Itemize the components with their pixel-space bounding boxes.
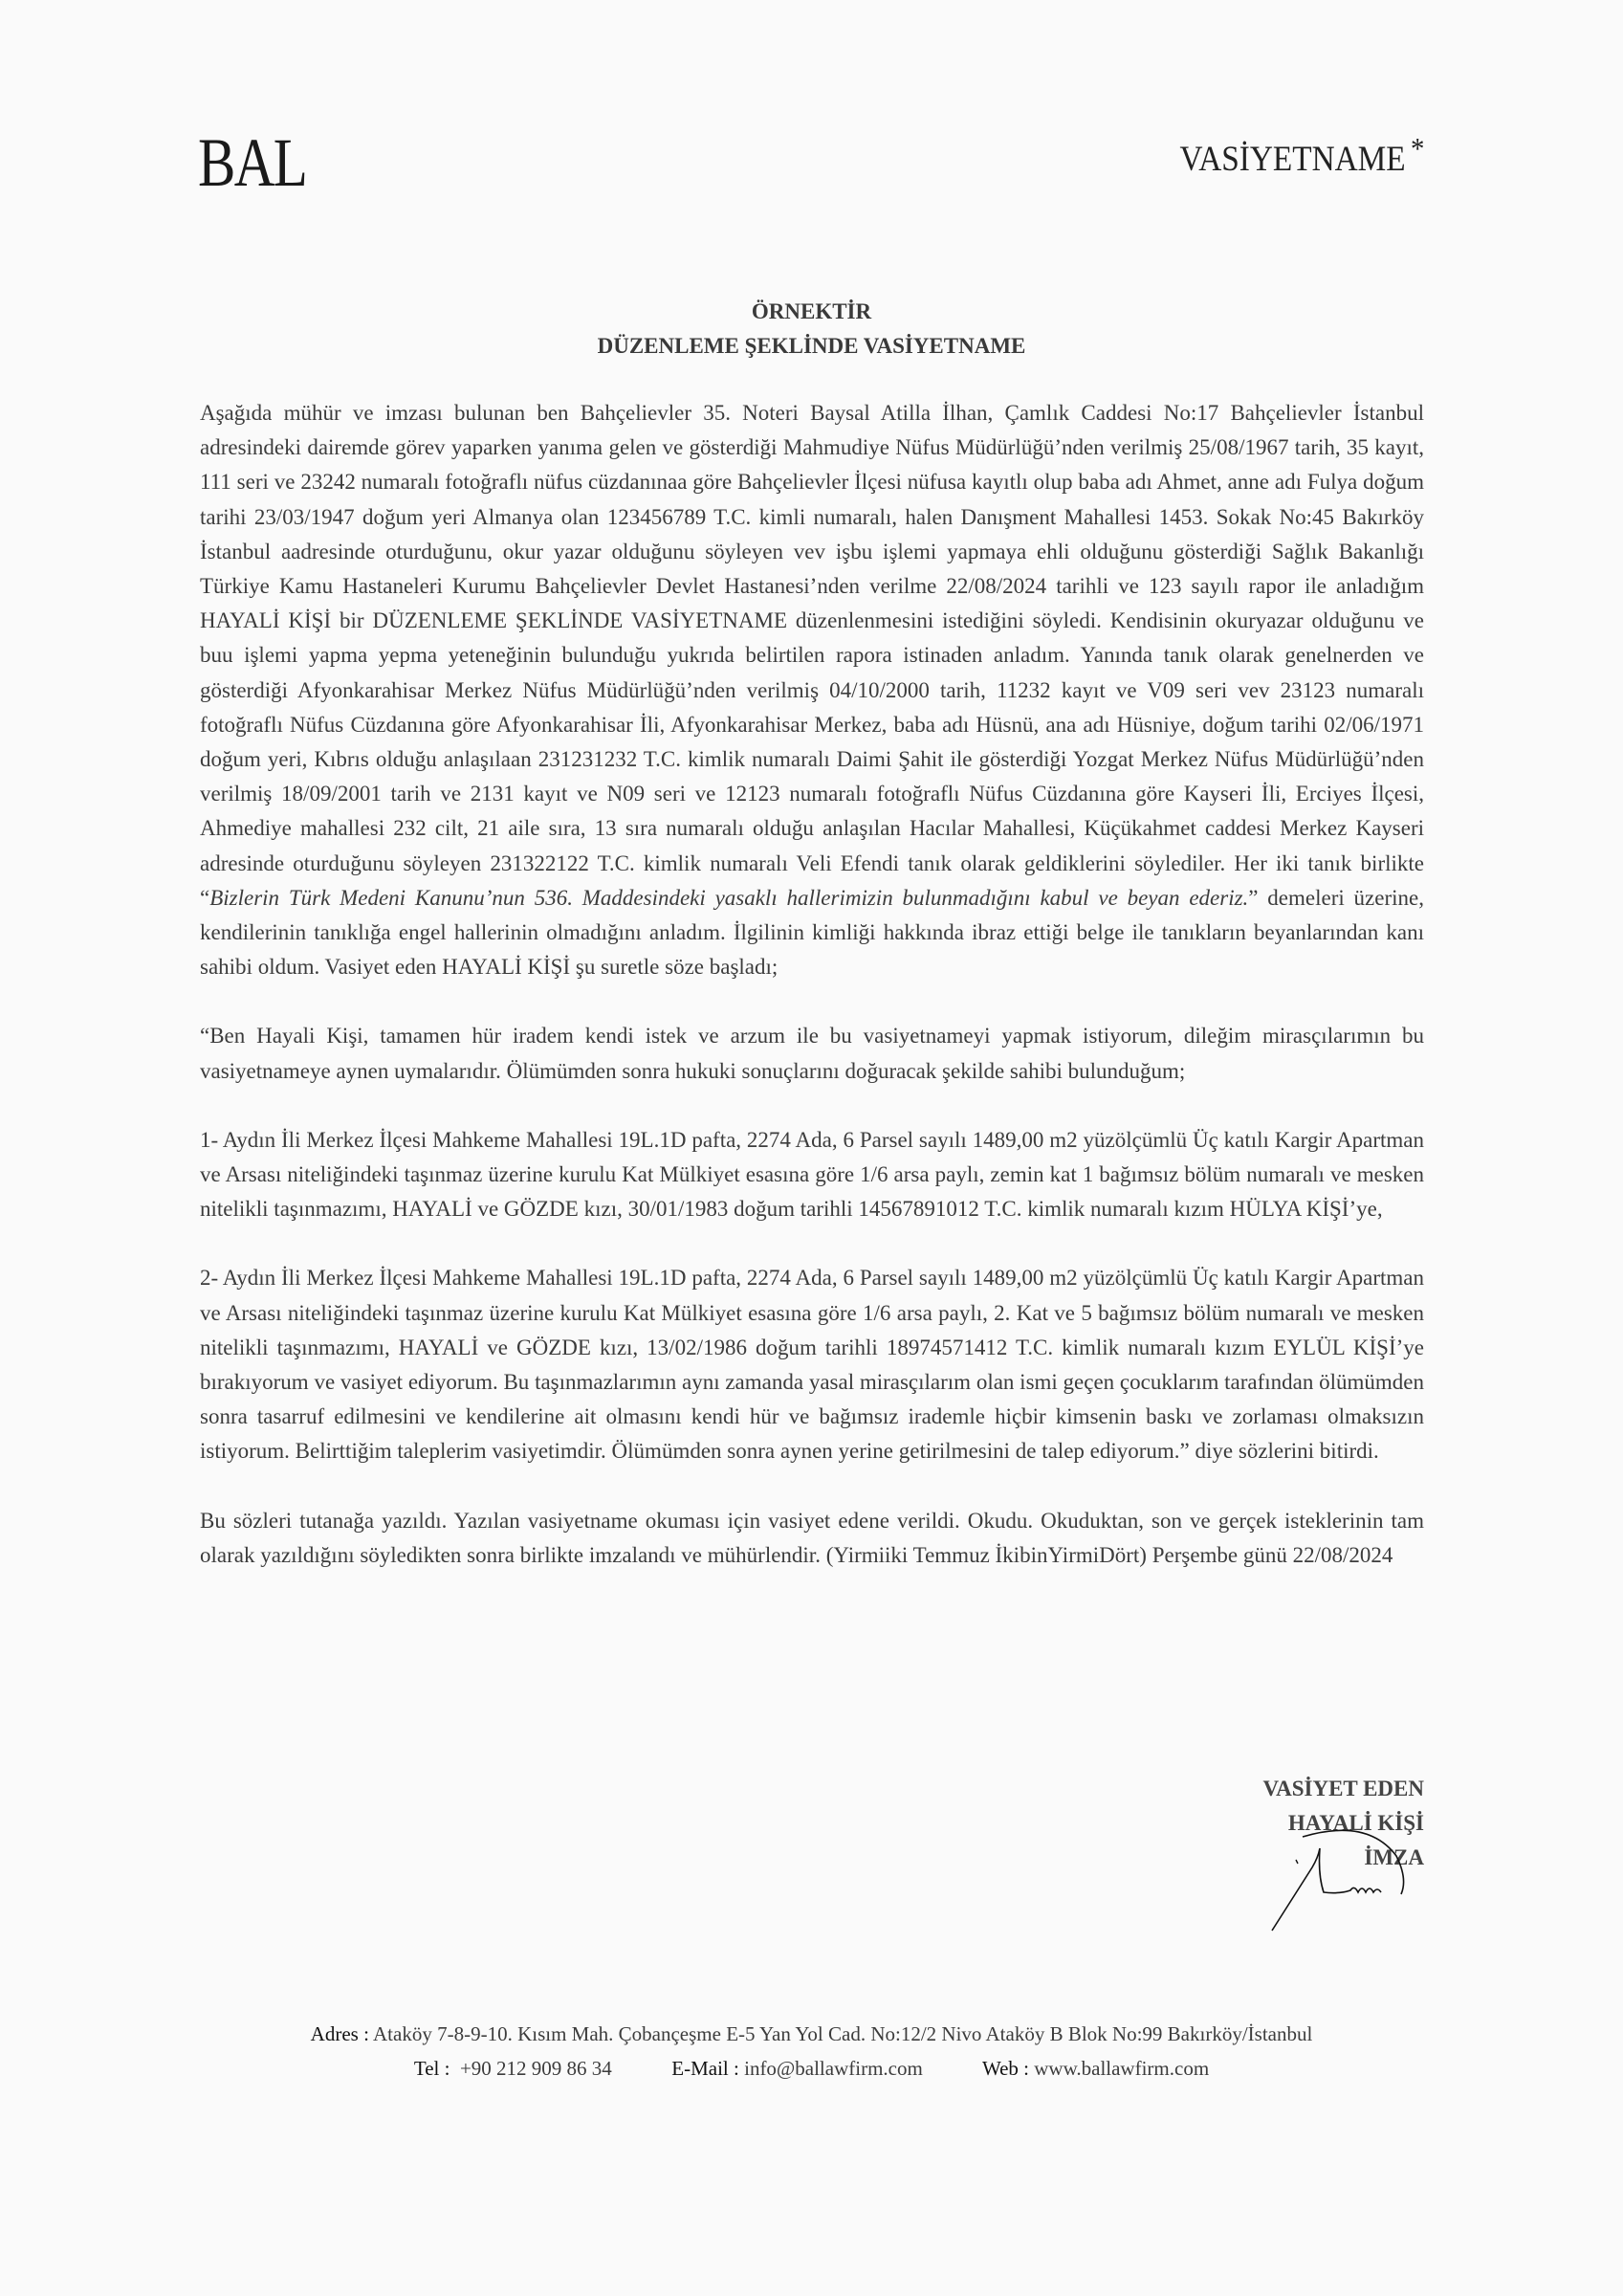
signatory-name: HAYALİ KİŞİ xyxy=(1287,1811,1424,1835)
document-body xyxy=(200,396,1424,1607)
handwritten-signature xyxy=(1262,1799,1435,1942)
closing-paragraph: Bu sözleri tutanağa yazıldı. Yazılan vasiyetname okuması için vasiyet edene verildi. Okudu. Okuduktan, son ve gerçek isteklerinin tam olarak yazıldığını söyledikten sonra birlikte imzalandı ve mühürlendir. (Yirmiiki Temmuz İkibinYirmiDört) Perşembe günü 22/08/2024 xyxy=(200,1508,1424,1567)
document-type-header xyxy=(1179,131,1424,179)
firm-logo: BAL xyxy=(198,124,307,201)
witness-quote: Bizlerin Türk Medeni Kanunu’nun 536. Maddesindeki yasaklı hallerimizin bulunmadığını kabul ve beyan ederiz. xyxy=(209,885,1249,910)
web-label: Web : xyxy=(981,2057,1029,2080)
asterisk-mark: * xyxy=(1410,131,1424,166)
signature-role: VASİYET EDEN xyxy=(1262,1777,1424,1800)
web-link[interactable]: www.ballawfirm.com xyxy=(1034,2057,1210,2080)
tel-label: Tel : xyxy=(413,2057,450,2080)
bequest-item-1: 1- Aydın İli Merkez İlçesi Mahkeme Mahallesi 19L.1D pafta, 2274 Ada, 6 Parsel sayılı 1489,00 m2 yüzölçümlü Üç katılı Kargir Apartman ve Arsası niteliğindeki taşınmaz üzerine kurulu Kat Mülkiyet esasına göre 1/6 arsa paylı, zemin kat 1 bağımsız bölüm numaralı ve mesken nitelikli taşınmazımı, HAYALİ ve GÖZDE kızı, 30/01/1983 doğum tarihli 14567891012 T.C. kimlik numaralı kızım HÜLYA KİŞİ’ye, xyxy=(200,1127,1424,1222)
email-label: E-Mail : xyxy=(671,2057,739,2080)
document-type-label: VASİYETNAME xyxy=(1179,140,1406,179)
page-footer xyxy=(0,2017,1623,2086)
intro-part-2: ” demeleri üzerine, kendilerinin tanıklığa engel hallerinin olmadığını anladım. İlgilinin kimliği hakkında ibraz ettiği belge ile tanıkların beyanlarından kanı sahibi oldum. Vasiyet eden HAYALİ KİŞİ şu suretle söze başladı; xyxy=(200,885,1424,980)
tel-value: +90 212 909 86 34 xyxy=(459,2057,612,2080)
title-sample-label: ÖRNEKTİR xyxy=(751,299,872,323)
footer-contact-line xyxy=(0,2051,1623,2086)
email-link[interactable]: info@ballawfirm.com xyxy=(744,2057,923,2080)
intro-part-1: Aşağıda mühür ve imzası bulunan ben Bahçelievler 35. Noteri Baysal Atilla İlhan, Çamlık Caddesi No:17 Bahçelievler İstanbul adresindeki dairemde görev yaparken yanıma gelen ve gösterdiği Mahmudiye Nüfus Müdürlüğü’nden verilmiş 25/08/1967 tarih, 35 kayıt, 111 seri ve 23242 numaralı fotoğraflı nüfus cüzdanınaa göre Bahçelievler İlçesi nüfusa kayıtlı olup baba adı Ahmet, anne adı Fulya doğum tarihi 23/03/1947 doğum yeri Almanya olan 123456789 T.C. kimli numaralı, halen Danışment Mahallesi 1453. Sokak No:45 Bakırköy İstanbul aadresinde oturduğunu, okur yazar olduğunu söyleyen vev işbu işlemi yapmaya ehli olduğunu gösterdiği Sağlık Bakanlığı Türkiye Kamu Hastaneleri Kurumu Bahçelievler Devlet Hastanesi’nden verilme 22/08/2024 tarihli ve 123 sayılı rapor ile anladığım HAYALİ KİŞİ bir DÜZENLEME ŞEKLİNDE VASİYETNAME düzenlenmesini istediğini söyledi. Kendisinin okuryazar olduğunu ve buu işlemi yapma yepma yeteneğinin bulunduğu yukrıda belirtilen rapora istinaden anladım. Yanında tanık olarak genelnerden ve gösterdiği Afyonkarahisar Merkez Nüfus Müdürlüğü’nden verilmiş 04/10/2000 tarih, 11232 kayıt ve V09 seri vev 23123 numaralı fotoğraflı Nüfus Cüzdanına göre Afyonkarahisar İli, Afyonkarahisar Merkez, baba adı Hüsnü, ana adı Hüsniye, doğum tarihi 02/06/1971 doğum yeri, Kıbrıs olduğu anlaşılaan 231231232 T.C. kimlik numaralı Daimi Şahit ile gösterdiği Yozgat Merkez Nüfus Müdürlüğü’nden verilmiş 18/09/2001 tarih ve 2131 kayıt ve N09 seri ve 12123 numaralı fotoğraflı Nüfus Cüzdanına göre Kayseri İli, Erciyes İlçesi, Ahmediye mahallesi 232 cilt, 21 aile sıra, 13 sıra numaralı olduğu anlaşılan Hacılar Mahallesi, Küçükahmet caddesi Merkez Kayseri adresinde oturduğunu söyleyen 231322122 T.C. kimlik numaralı Veli Efendi tanık olarak geldiklerini söylediler. Her iki tanık birlikte “ xyxy=(200,401,1424,910)
intro-paragraph xyxy=(200,396,1424,984)
bequest-item-2: 2- Aydın İli Merkez İlçesi Mahkeme Mahallesi 19L.1D pafta, 2274 Ada, 6 Parsel sayılı 1489,00 m2 yüzölçümlü Üç katılı Kargir Apartman ve Arsası niteliğindeki taşınmaz üzerine kurulu Kat Mülkiyet esasına göre 1/6 arsa paylı, 2. Kat ve 5 bağımsız bölüm numaralı ve mesken nitelikli taşınmazımı, HAYALİ ve GÖZDE kızı, 13/02/1986 doğum tarihli 18974571412 T.C. kimlik numaralı kızım EYLÜL KİŞİ’ye bırakıyorum ve vasiyet ediyorum. Bu taşınmazlarımın aynı zamanda yasal mirasçılarım olan ismi geçen çocuklarım tarafından ölümümden sonra tasarruf edilmesini ve kendilerine ait olmasını kendi hür ve bağımsız irademle hiçbir kimsenin baskı ve zorlaması olmaksızın istiyorum. Belirttiğim taleplerim vasiyetimdir. Ölümümden sonra aynen yerine getirilmesini de talep ediyorum.” diye sözlerini bitirdi. xyxy=(200,1266,1424,1464)
address-value: Ataköy 7-8-9-10. Kısım Mah. Çobançeşme E-5 Yan Yol Cad. No:12/2 Nivo Ataköy B Blok No:99 Bakırköy/İstanbul xyxy=(373,2022,1313,2045)
signature-label: İMZA xyxy=(1364,1845,1424,1869)
document-title xyxy=(0,295,1623,364)
address-label: Adres : xyxy=(310,2022,369,2045)
title-main: DÜZENLEME ŞEKLİNDE VASİYETNAME xyxy=(597,334,1026,358)
footer-address-line xyxy=(0,2017,1623,2051)
declaration-paragraph: “Ben Hayali Kişi, tamamen hür iradem kendi istek ve arzum ile bu vasiyetnameyi yapmak istiyorum, dileğim mirasçılarımın bu vasiyetnameye aynen uymalarıdır. Ölümümden sonra hukuki sonuçlarını doğuracak şekilde sahibi bulunduğum; xyxy=(200,1024,1424,1083)
